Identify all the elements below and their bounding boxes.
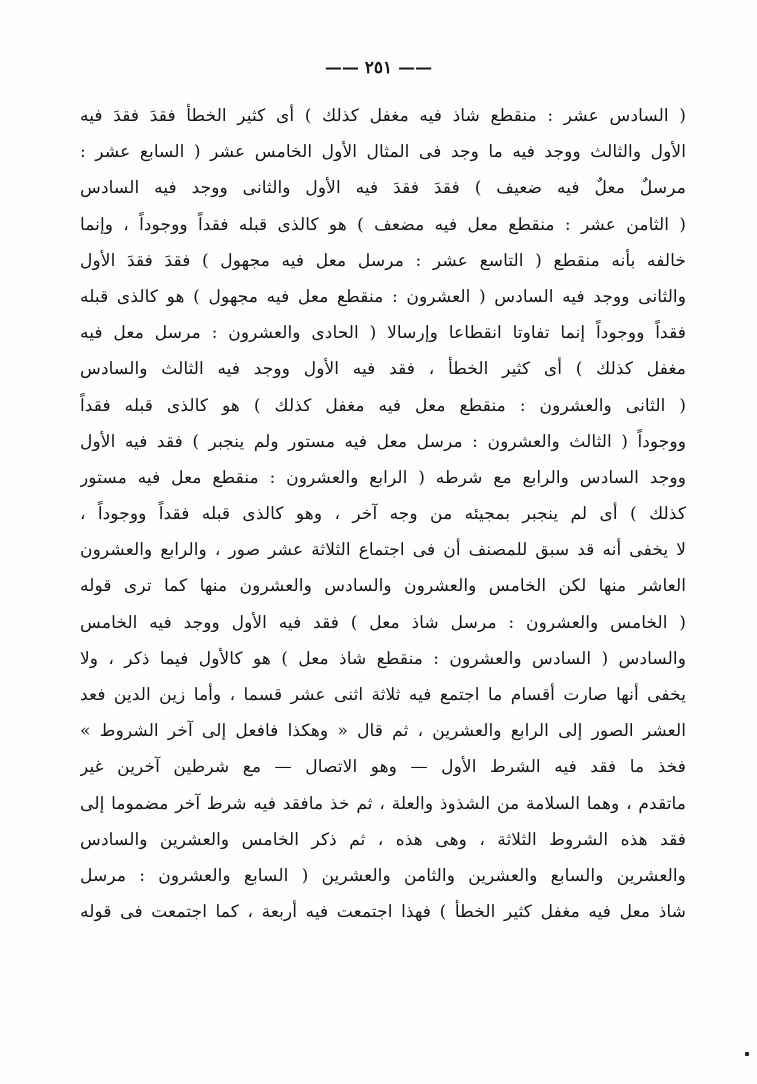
text-line: ( الثانى والعشرون : منقطع معل فيه مغفل كذلك ) هو كالذى قبله فقداً — [80, 395, 686, 416]
text-line: العشر الصور إلى الرابع والعشرين ، ثم قال « وهكذا فافعل إلى آخر الشروط » — [80, 721, 686, 742]
text-line: العاشر منها لكن الخامس والعشرون والسادس والعشرون منها كما ترى قوله — [80, 576, 686, 597]
text-line: ( الثامن عشر : منقطع معل فيه مضعف ) هو كالذى قبله فقداً ووجوداً ، وإنما — [80, 214, 686, 235]
text-line: ووجد السادس والرابع مع شرطه ( الرابع والعشرون : منقطع معل فيه مستور — [80, 467, 686, 488]
text-line: الأول والثالث ووجد فيه ما وجد فى المثال الأول الخامس عشر ( السابع عشر : — [80, 142, 686, 163]
text-line: مرسلٌ معلٌ فيه ضعيف ) فقدَ فقدَ فيه الأول والثانى ووجد فيه السادس — [80, 178, 686, 199]
text-line: فخذ ما فقد فيه الشرط الأول — وهو الاتصال — مع شرطين آخرين غير — [80, 757, 686, 778]
text-line: لا يخفى أنه قد سبق للمصنف أن فى اجتماع الثلاثة عشر صور ، والرابع والعشرون — [80, 540, 686, 561]
text-line: والسادس ( السادس والعشرون : منقطع شاذ معل ) هو كالأول فيما ذكر ، ولا — [80, 648, 686, 669]
text-line: شاذ معل فيه مغفل كثير الخطأ ) فهذا اجتمعت فيه أربعة ، كما اجتمعت فى قوله — [80, 902, 686, 923]
text-line: مغفل كذلك ) أى كثير الخطأ ، فقد فيه الأول ووجد فيه الثالث والسادس — [80, 359, 686, 380]
text-line: ( السادس عشر : منقطع شاذ فيه مغفل كذلك ) أى كثير الخطأ فقدَ فقدَ فيه — [80, 106, 686, 126]
text-line: فقداً ووجوداً إنما تفاوتا انقطاعا وإرسالا ( الحادى والعشرون : مرسل معل فيه — [80, 323, 686, 344]
text-line: والثانى ووجد فيه السادس ( العشرون : منقطع معل فيه مجهول ) هو كالذى قبله — [80, 286, 686, 307]
text-line: ماتقدم ، وهما السلامة من الشذوذ والعلة ، ثم خذ مافقد فيه شرط آخر مضموما إلى — [80, 793, 686, 814]
scan-speck — [745, 1052, 749, 1056]
text-line: والعشرين والسابع والعشرين والثامن والعشرين ( السابع والعشرون : مرسل — [80, 865, 686, 886]
text-line: فقد هذه الشروط الثلاثة ، وهى هذه ، ثم ذكر الخامس والعشرين والسادس — [80, 829, 686, 850]
body-text — [80, 98, 686, 930]
text-line: ( الخامس والعشرون : مرسل شاذ معل ) فقد فيه الأول ووجد فيه الخامس — [80, 612, 686, 633]
text-line: ووجوداً ( الثالث والعشرون : مرسل معل فيه مستور ولم ينجبر ) فقد فيه الأول — [80, 431, 686, 452]
text-line: كذلك ) أى لم ينجبر بمجيئه من وجه آخر ، وهو كالذى قبله فقداً ووجوداً ، — [80, 504, 686, 525]
text-line: يخفى أنها صارت أقسام ما اجتمع فيه ثلاثة اثنى عشر قسما ، وأما زين الدين فعد — [80, 685, 686, 705]
page-number: —— ٢٥١ —— — [324, 58, 433, 78]
text-line: خالفه بأنه منقطع ( التاسع عشر : مرسل معل فيه مجهول ) فقدَ فقدَ الأول — [80, 250, 686, 271]
